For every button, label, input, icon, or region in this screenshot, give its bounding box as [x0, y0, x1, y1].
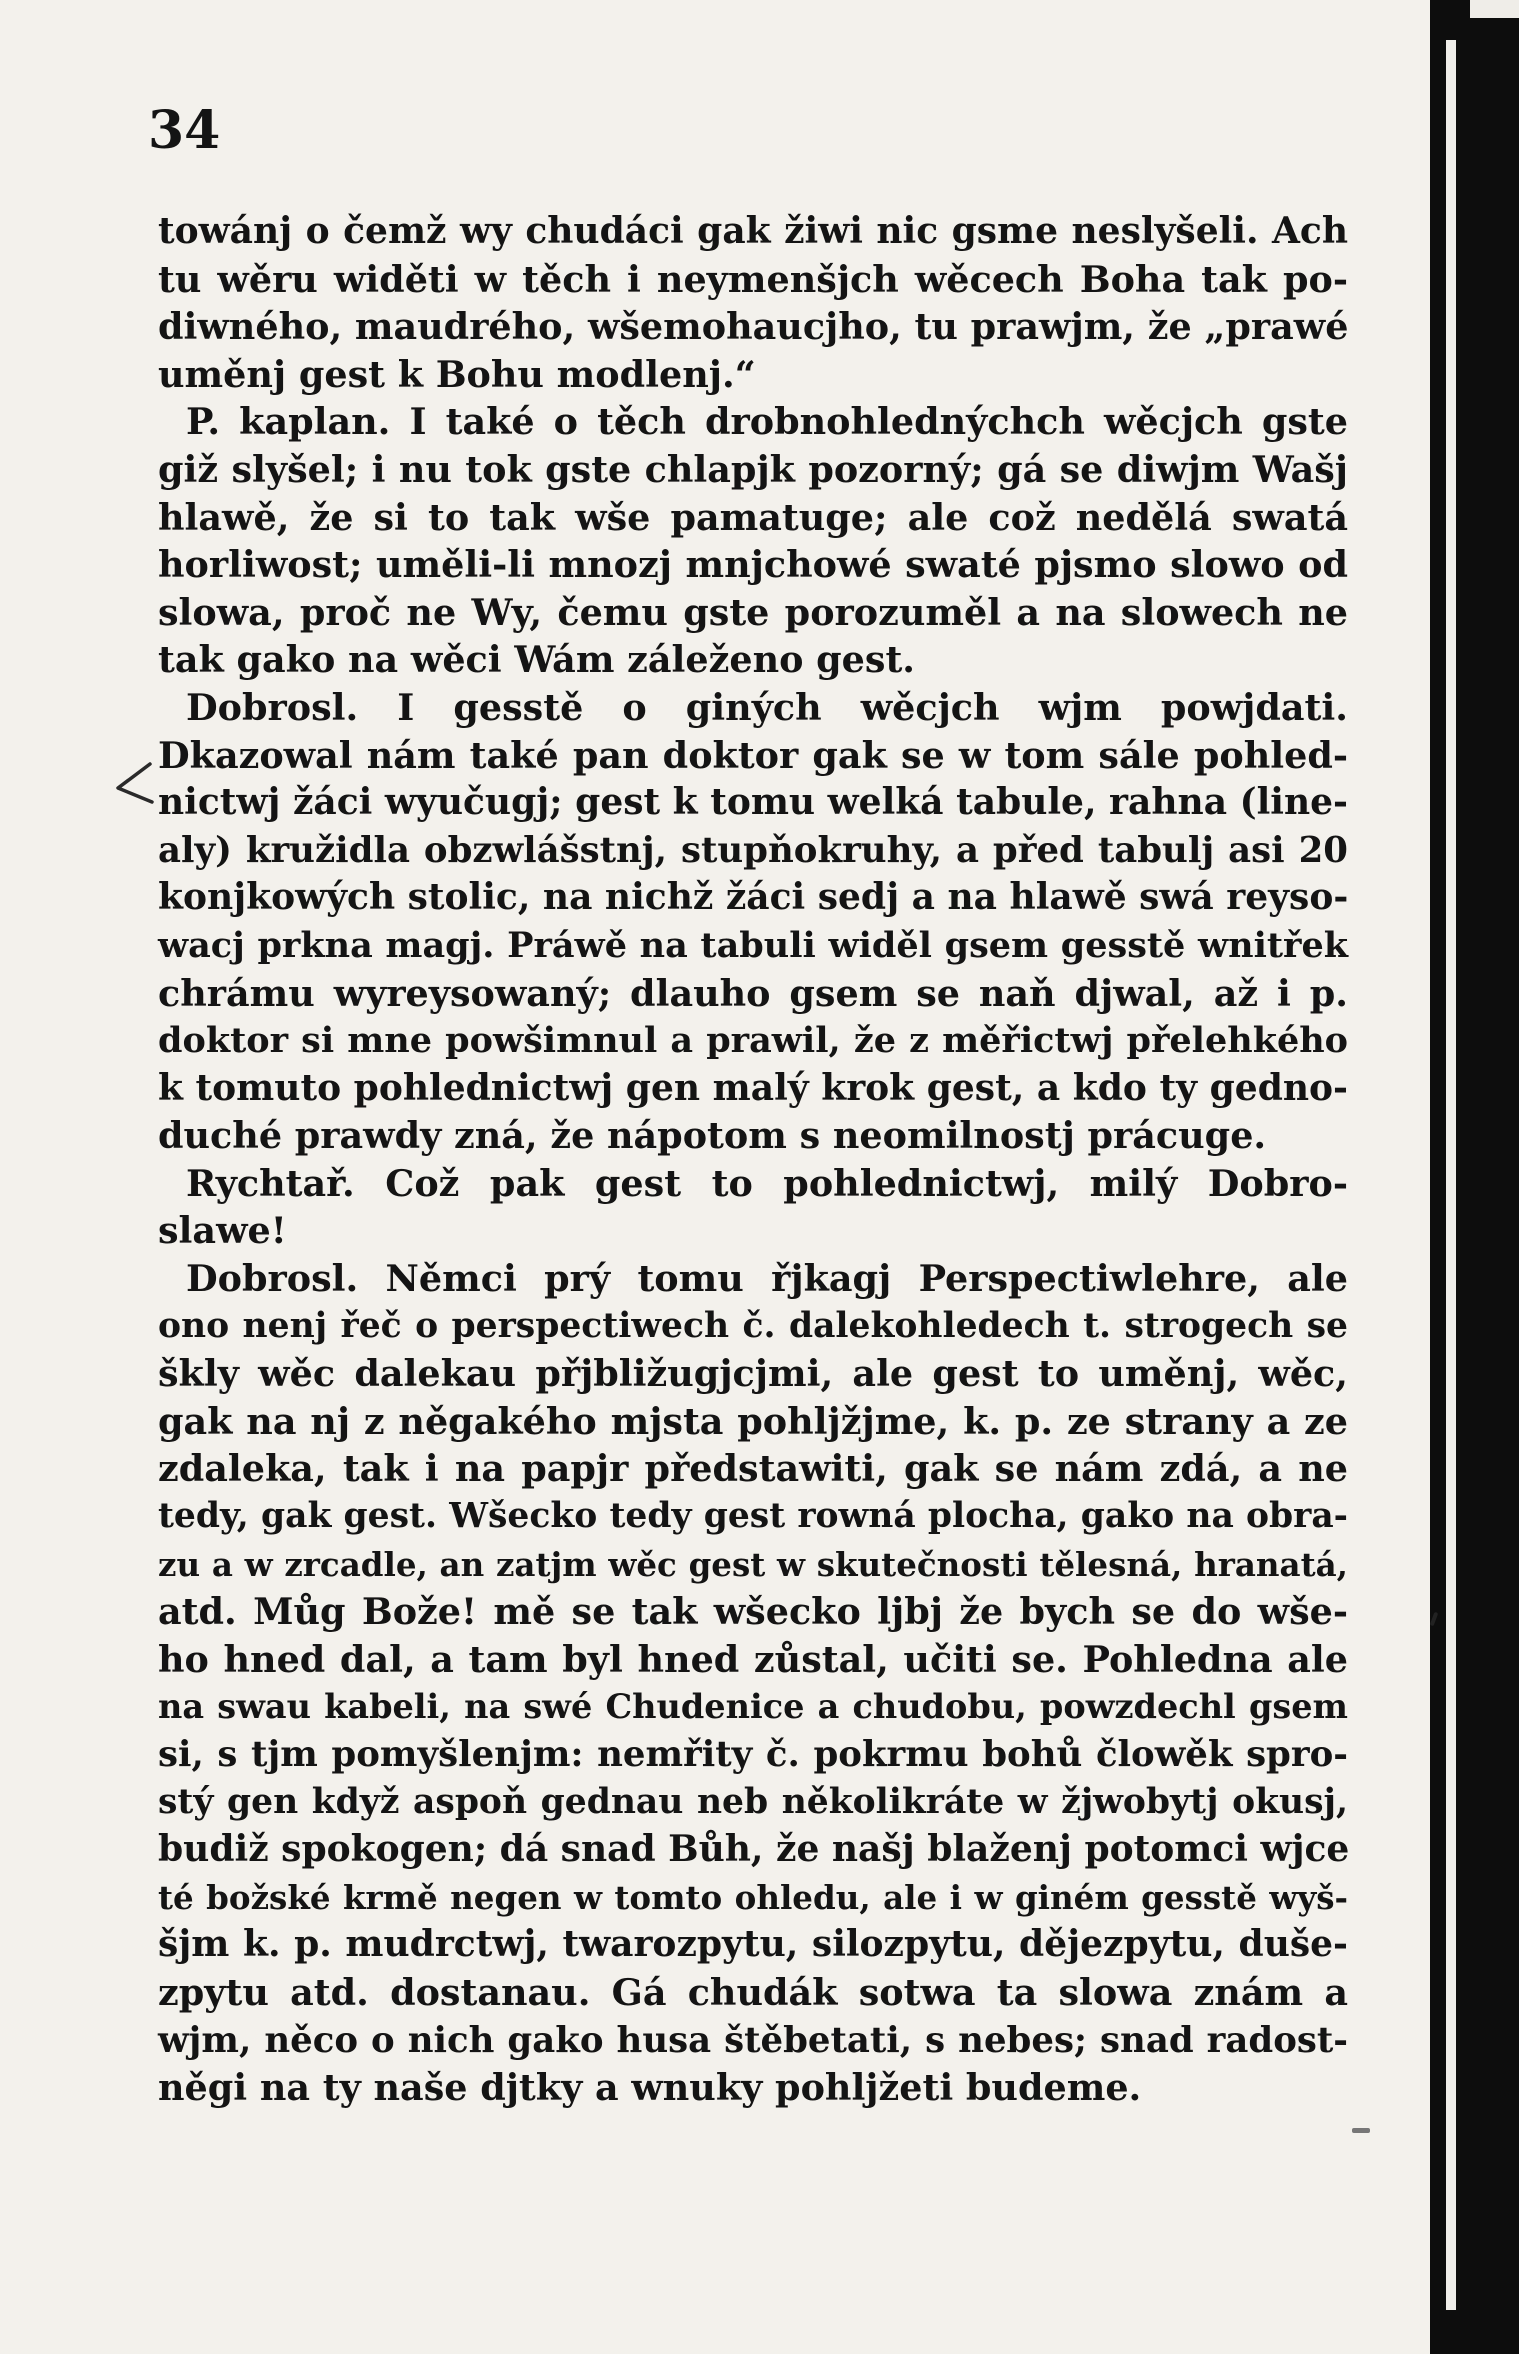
text-line: na swau kabeli, na swé Chudenice a chudobu, powzdechl gsem [158, 1687, 1348, 1727]
text-line: giž slyšel; i nu tok gste chlapjk pozorný; gá se diwjm Wašj [158, 447, 1348, 491]
text-line: P. kaplan. I také o těch drobnohlednýchch wěcjch gste [186, 400, 1348, 444]
ink-speck [1352, 2128, 1370, 2133]
text-line: si, s tjm pomyšlenjm: nemřity č. pokrmu bohů člowěk spro- [158, 1734, 1348, 1775]
text-line: té božské krmě negen w tomto ohledu, ale i w giném gesstě wyš- [158, 1877, 1348, 1917]
text-line: wjm, něco o nich gako husa štěbetati, s nebes; snad radost- [158, 2019, 1348, 2061]
text-line: šjm k. p. mudrctwj, twarozpytu, silozpytu, dějezpytu, duše- [158, 1923, 1348, 1966]
text-line: gak na nj z něgakého mjsta pohljžjme, k. p. ze strany a ze [158, 1399, 1348, 1443]
text-line: wacj prkna magj. Práwě na tabuli widěl gsem gesstě wnitřek [158, 924, 1348, 966]
text-line: ono nenj řeč o perspectiwech č. dalekohledech t. strogech se [158, 1305, 1348, 1346]
text-line: nictwj žáci wyučugj; gest k tomu welká tabule, rahna (line- [158, 781, 1348, 824]
margin-mark-icon [112, 758, 158, 808]
paragraph [158, 684, 1348, 1160]
text-line: stý gen když aspoň gednau neb několikráte w žjwobytj okusj, [158, 1781, 1348, 1822]
text-line: slawe! [158, 1209, 287, 1253]
text-line: chrámu wyreysowaný; dlauho gsem se naň djwal, až i p. [158, 971, 1348, 1015]
text-line: tedy, gak gest. Wšecko tedy gest rowná plocha, gako na obra- [158, 1496, 1348, 1537]
text-line: Rychtař. Což pak gest to pohlednictwj, milý Dobro- [186, 1161, 1348, 1205]
text-line: tu wěru widěti w těch i neymenšjch wěcech Boha tak po- [158, 257, 1348, 301]
text-line: tak gako na wěci Wám záleženo gest. [158, 638, 916, 682]
text-line: doktor si mne powšimnul a prawil, že z měřictwj přelehkého [158, 1020, 1348, 1062]
text-line: Dobrosl. Němci prý tomu řjkagj Perspectiwlehre, ale [186, 1257, 1348, 1301]
paragraph [158, 398, 1348, 684]
text-line: diwného, maudrého, wšemohaucjho, tu prawjm, že „prawé [158, 305, 1349, 349]
text-line: slowa, proč ne Wy, čemu gste porozuměl a na slowech ne [158, 590, 1348, 634]
text-line: uměnj gest k Bohu modlenj.“ [158, 352, 756, 396]
paragraph [158, 1160, 1348, 1255]
text-line: Dkazowal nám také pan doktor gak se w tom sále pohled- [158, 733, 1348, 777]
scan-edge-inner [1446, 40, 1456, 2310]
paragraph [158, 1255, 1348, 2112]
text-line: konjkowých stolic, na nichž žáci sedj a na hlawě swá reyso- [158, 876, 1349, 919]
text-line: duché prawdy zná, že nápotom s neomilnostj prácuge. [158, 1114, 1267, 1158]
scan-edge-top [1470, 0, 1519, 18]
text-line: ho hned dal, a tam byl hned zůstal, učiti se. Pohledna ale [158, 1637, 1348, 1681]
text-line: zdaleka, tak i na papjr předstawiti, gak se nám zdá, a ne [158, 1447, 1348, 1491]
scan-edge [1430, 0, 1519, 2354]
text-line: škly wěc dalekau přjbližugjcjmi, ale gest to uměnj, wěc, [158, 1352, 1348, 1396]
body-text [158, 208, 1348, 2112]
text-line: zu a w zrcadle, an zatjm wěc gest w skutečnosti tělesná, hranatá, [158, 1544, 1348, 1584]
text-line: budiž spokogen; dá snad Bůh, že našj blaženj potomci wjce [158, 1828, 1350, 1871]
text-line: aly) kružidla obzwlášstnj, stupňokruhy, a před tabulj asi 20 [158, 829, 1348, 871]
text-line: atd. Můg Bože! mě se tak wšecko ljbj že bych se do wše- [158, 1590, 1348, 1634]
text-line: hlawě, že si to tak wše pamatuge; ale což nedělá swatá [158, 495, 1348, 539]
text-line: k tomuto pohlednictwj gen malý krok gest, a kdo ty gedno- [158, 1066, 1348, 1109]
text-line: zpytu atd. dostanau. Gá chudák sotwa ta slowa znám a [158, 1970, 1348, 2014]
text-line: horliwost; uměli-li mnozj mnjchowé swaté pjsmo slowo od [158, 543, 1348, 587]
text-line: Dobrosl. I gesstě o giných wěcjch wjm powjdati. [186, 685, 1348, 729]
page-number: 34 [148, 100, 221, 161]
text-line: towánj o čemž wy chudáci gak žiwi nic gsme neslyšeli. Ach [158, 210, 1348, 252]
paragraph [158, 208, 1348, 398]
text-line: něgi na ty naše djtky a wnuky pohljžeti budeme. [158, 2066, 1142, 2110]
